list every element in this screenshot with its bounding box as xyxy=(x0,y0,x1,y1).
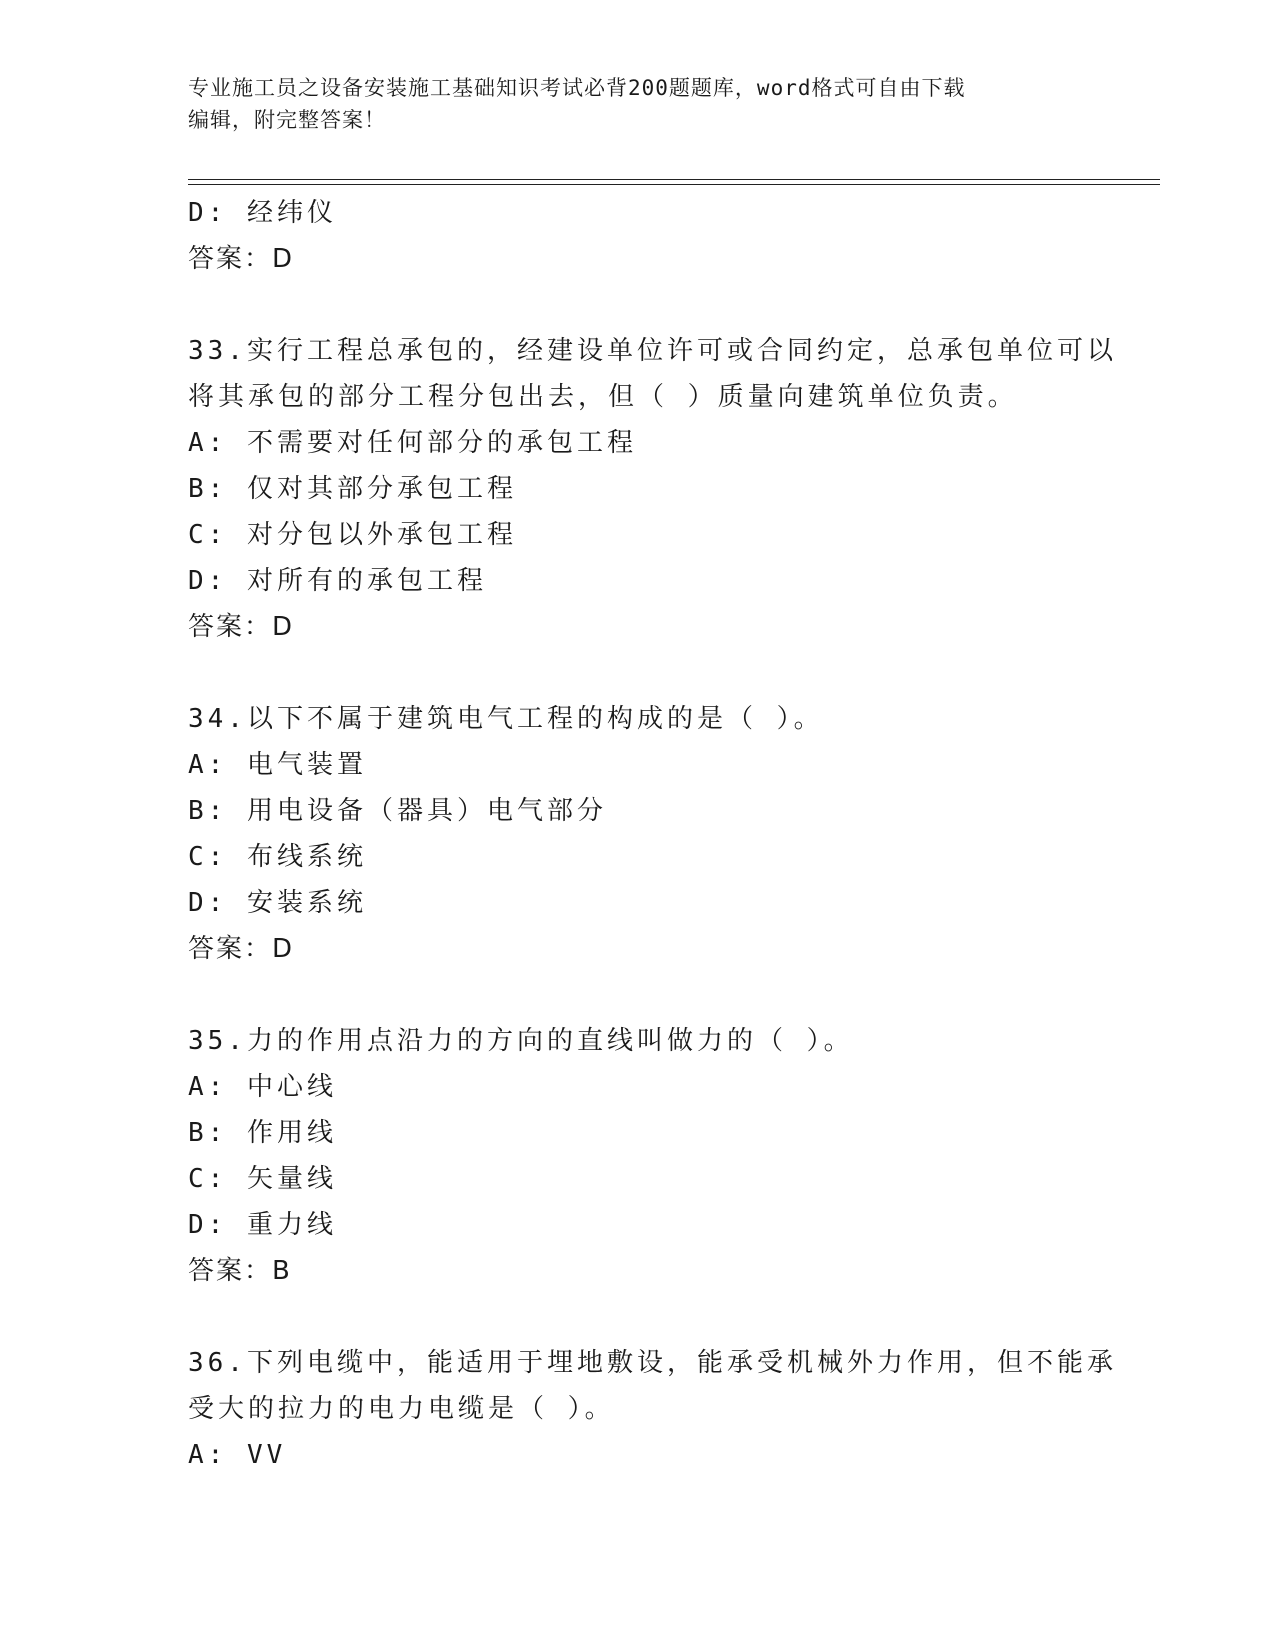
header-line-2: 编辑，附完整答案！ xyxy=(188,108,386,132)
option-b: B: 用电设备（器具）电气部分 xyxy=(188,796,607,826)
option-a: A: 不需要对任何部分的承包工程 xyxy=(188,428,637,458)
question-36 xyxy=(188,1340,1148,1478)
document-header xyxy=(188,72,1088,136)
option-a: A: 中心线 xyxy=(188,1072,337,1102)
question-stem: 34.以下不属于建筑电气工程的构成的是（ ）。 xyxy=(188,704,824,734)
answer-line: 答案：D xyxy=(188,934,295,964)
option-a: A: 电气装置 xyxy=(188,750,367,780)
option-a: A: VV xyxy=(188,1440,287,1470)
option-c: C: 布线系统 xyxy=(188,842,367,872)
question-stem: 33.实行工程总承包的，经建设单位许可或合同约定，总承包单位可以 xyxy=(188,336,1117,366)
option-d: D: 重力线 xyxy=(188,1210,337,1240)
option-b: B: 仅对其部分承包工程 xyxy=(188,474,517,504)
question-stem: 35.力的作用点沿力的方向的直线叫做力的（ ）。 xyxy=(188,1026,854,1056)
question-content xyxy=(188,190,1148,1478)
header-divider-bottom xyxy=(188,184,1160,185)
question-stem: 36.下列电缆中，能适用于埋地敷设，能承受机械外力作用，但不能承 xyxy=(188,1348,1117,1378)
answer-line: 答案：D xyxy=(188,612,295,642)
answer-line: 答案：D xyxy=(188,244,295,274)
answer-line: 答案：B xyxy=(188,1256,292,1286)
question-33 xyxy=(188,328,1148,650)
question-34 xyxy=(188,696,1148,972)
header-line-1: 专业施工员之设备安装施工基础知识考试必背200题题库，word格式可自由下载 xyxy=(188,76,966,100)
option-b: B: 作用线 xyxy=(188,1118,337,1148)
previous-question-tail xyxy=(188,190,1148,282)
question-35 xyxy=(188,1018,1148,1294)
option-d: D: 安装系统 xyxy=(188,888,367,918)
option-d: D: 对所有的承包工程 xyxy=(188,566,487,596)
header-divider-top xyxy=(188,179,1160,180)
option-d: D: 经纬仪 xyxy=(188,198,337,228)
question-stem-continued: 将其承包的部分工程分包出去，但（ ）质量向建筑单位负责。 xyxy=(188,382,1018,412)
option-c: C: 矢量线 xyxy=(188,1164,337,1194)
option-c: C: 对分包以外承包工程 xyxy=(188,520,517,550)
question-stem-continued: 受大的拉力的电力电缆是（ ）。 xyxy=(188,1394,615,1424)
